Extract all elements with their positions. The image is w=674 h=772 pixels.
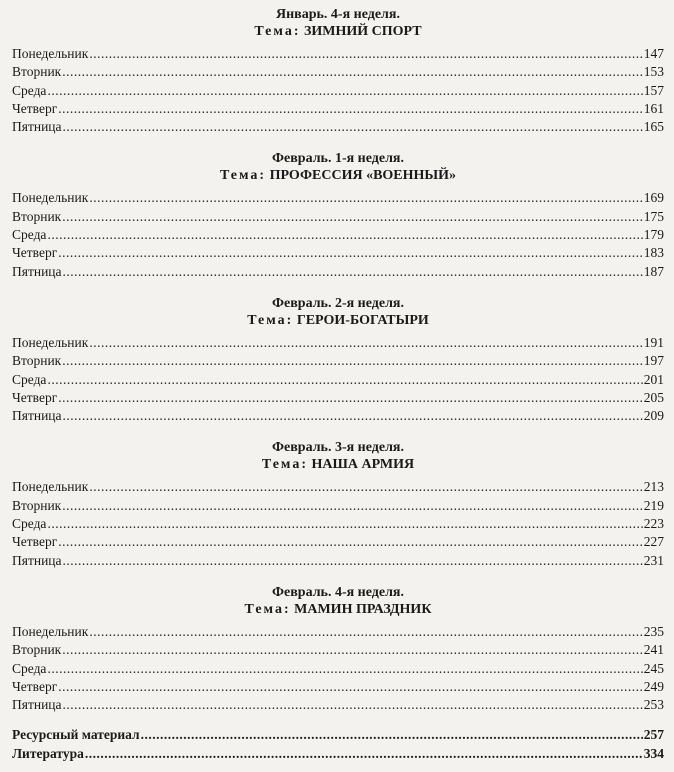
week-heading: Февраль. 1-я неделя.	[271, 151, 405, 167]
toc-entry[interactable]	[12, 660, 664, 678]
toc-section	[12, 584, 664, 714]
week-heading: Январь. 4-я неделя.	[276, 7, 400, 22]
toc-section	[12, 150, 664, 280]
entry-label: Четверг	[12, 534, 58, 550]
page-number: 197	[643, 353, 664, 369]
entry-label: Пятница	[12, 552, 62, 568]
dot-leader	[62, 63, 643, 81]
page-number: 241	[643, 642, 664, 658]
entry-label: Вторник	[12, 642, 62, 658]
toc-entry[interactable]	[12, 352, 664, 370]
theme-heading	[12, 456, 664, 474]
dot-leader	[47, 660, 642, 678]
theme-prefix: Тема:	[254, 24, 301, 39]
dot-leader	[47, 371, 642, 389]
toc-entry[interactable]	[12, 118, 664, 136]
dot-leader	[85, 745, 643, 763]
entry-label: Пятница	[12, 263, 62, 279]
entry-label: Среда	[12, 660, 47, 676]
toc-entry[interactable]	[12, 334, 664, 352]
week-heading: Февраль. 2-я неделя.	[271, 295, 405, 311]
entry-label: Вторник	[12, 64, 62, 80]
week-heading: Февраль. 4-я неделя.	[271, 584, 405, 600]
page-number: 219	[643, 497, 664, 513]
page-number: 147	[643, 46, 664, 61]
toc-section	[12, 6, 664, 136]
toc-entry[interactable]	[12, 45, 664, 63]
dot-leader	[58, 678, 643, 696]
toc-entry[interactable]	[12, 497, 664, 515]
page-number: 175	[643, 208, 664, 224]
page-number: 201	[643, 371, 664, 387]
toc-entry[interactable]	[12, 389, 664, 407]
page-number: 257	[643, 727, 664, 743]
entry-label: Пятница	[12, 697, 62, 713]
page-number: 223	[643, 516, 664, 532]
page-number: 231	[643, 552, 664, 568]
toc-entry[interactable]	[12, 371, 664, 389]
toc-entry[interactable]	[12, 244, 664, 262]
page-number: 183	[643, 245, 664, 261]
theme-prefix: Тема:	[247, 312, 294, 328]
dot-leader	[62, 641, 643, 659]
spacer	[12, 425, 664, 439]
entry-label: Четверг	[12, 389, 58, 405]
entry-label: Пятница	[12, 408, 62, 424]
toc-entry-literature[interactable]	[12, 745, 664, 763]
entry-label: Понедельник	[12, 479, 89, 495]
page-number: 205	[643, 389, 664, 405]
toc-section	[12, 439, 664, 569]
entry-label: Среда	[12, 516, 47, 532]
dot-leader	[62, 208, 643, 226]
dot-leader	[89, 478, 642, 496]
theme-title: ГЕРОИ-БОГАТЫРИ	[296, 312, 429, 328]
dot-leader	[63, 118, 643, 136]
spacer	[12, 281, 664, 295]
page-number: 334	[643, 745, 664, 761]
dot-leader	[47, 226, 642, 244]
entry-label: Четверг	[12, 245, 58, 261]
page-number: 209	[643, 408, 664, 424]
dot-leader	[63, 552, 643, 570]
toc-entry[interactable]	[12, 100, 664, 118]
page-number: 191	[643, 334, 664, 350]
theme-title: МАМИН ПРАЗДНИК	[294, 601, 432, 617]
toc-entry-resources[interactable]	[12, 726, 664, 744]
entry-label: Понедельник	[12, 334, 89, 350]
spacer	[12, 136, 664, 150]
page-number: 157	[643, 82, 664, 98]
entry-label: Пятница	[12, 119, 62, 135]
toc-entry[interactable]	[12, 208, 664, 226]
page-number: 165	[643, 119, 664, 135]
theme-heading	[12, 167, 664, 185]
page-number: 249	[643, 678, 664, 694]
page-number: 235	[643, 623, 664, 639]
entry-label: Понедельник	[12, 623, 89, 639]
toc-entry[interactable]	[12, 641, 664, 659]
theme-heading	[12, 312, 664, 330]
theme-heading	[12, 23, 664, 41]
spacer	[12, 570, 664, 584]
toc-footer	[12, 726, 664, 763]
toc-entry[interactable]	[12, 678, 664, 696]
dot-leader	[63, 407, 643, 425]
dot-leader	[47, 82, 642, 100]
theme-prefix: Тема:	[219, 168, 267, 184]
dot-leader	[89, 189, 642, 207]
theme-title: ЗИМНИЙ СПОРТ	[304, 24, 422, 39]
toc-entry[interactable]	[12, 533, 664, 551]
week-heading: Февраль. 3-я неделя.	[271, 440, 405, 456]
theme-title: НАША АРМИЯ	[311, 457, 415, 473]
toc-entry[interactable]	[12, 263, 664, 281]
spacer	[12, 714, 664, 726]
dot-leader	[47, 515, 642, 533]
toc-entry[interactable]	[12, 82, 664, 100]
theme-prefix: Тема:	[261, 457, 309, 473]
dot-leader	[89, 334, 642, 352]
theme-prefix: Тема:	[244, 601, 291, 617]
dot-leader	[89, 623, 642, 641]
dot-leader	[58, 100, 643, 118]
toc-entry[interactable]	[12, 515, 664, 533]
page-number: 213	[643, 479, 664, 495]
toc-entry[interactable]	[12, 478, 664, 496]
toc-entry[interactable]	[12, 63, 664, 81]
dot-leader	[141, 726, 643, 744]
entry-label: Среда	[12, 227, 47, 243]
dot-leader	[89, 45, 642, 63]
dot-leader	[58, 533, 643, 551]
entry-label: Вторник	[12, 497, 62, 513]
entry-label: Четверг	[12, 100, 58, 116]
page-number: 227	[643, 534, 664, 550]
entry-label: Понедельник	[12, 46, 89, 61]
theme-title: ПРОФЕССИЯ «ВОЕННЫЙ»	[269, 168, 457, 184]
page-number: 245	[643, 660, 664, 676]
toc-entry[interactable]	[12, 189, 664, 207]
page-number: 169	[643, 190, 664, 206]
dot-leader	[63, 263, 643, 281]
page-number: 161	[643, 100, 664, 116]
entry-label: Понедельник	[12, 190, 89, 206]
toc-entry[interactable]	[12, 407, 664, 425]
theme-heading	[12, 601, 664, 619]
dot-leader	[63, 696, 643, 714]
page-number: 179	[643, 227, 664, 243]
dot-leader	[62, 352, 643, 370]
entry-label: Четверг	[12, 678, 58, 694]
entry-label: Литература	[12, 745, 84, 761]
entry-label: Среда	[12, 82, 47, 98]
toc-entry[interactable]	[12, 696, 664, 714]
toc-entry[interactable]	[12, 226, 664, 244]
toc-entry[interactable]	[12, 552, 664, 570]
toc-entry[interactable]	[12, 623, 664, 641]
entry-label: Ресурсный материал	[12, 727, 140, 743]
entry-label: Вторник	[12, 353, 62, 369]
dot-leader	[58, 244, 643, 262]
entry-label: Среда	[12, 371, 47, 387]
page-number: 153	[643, 64, 664, 80]
dot-leader	[58, 389, 643, 407]
page-number: 253	[643, 697, 664, 713]
dot-leader	[62, 497, 643, 515]
toc-section	[12, 295, 664, 425]
entry-label: Вторник	[12, 208, 62, 224]
page-number: 187	[643, 263, 664, 279]
